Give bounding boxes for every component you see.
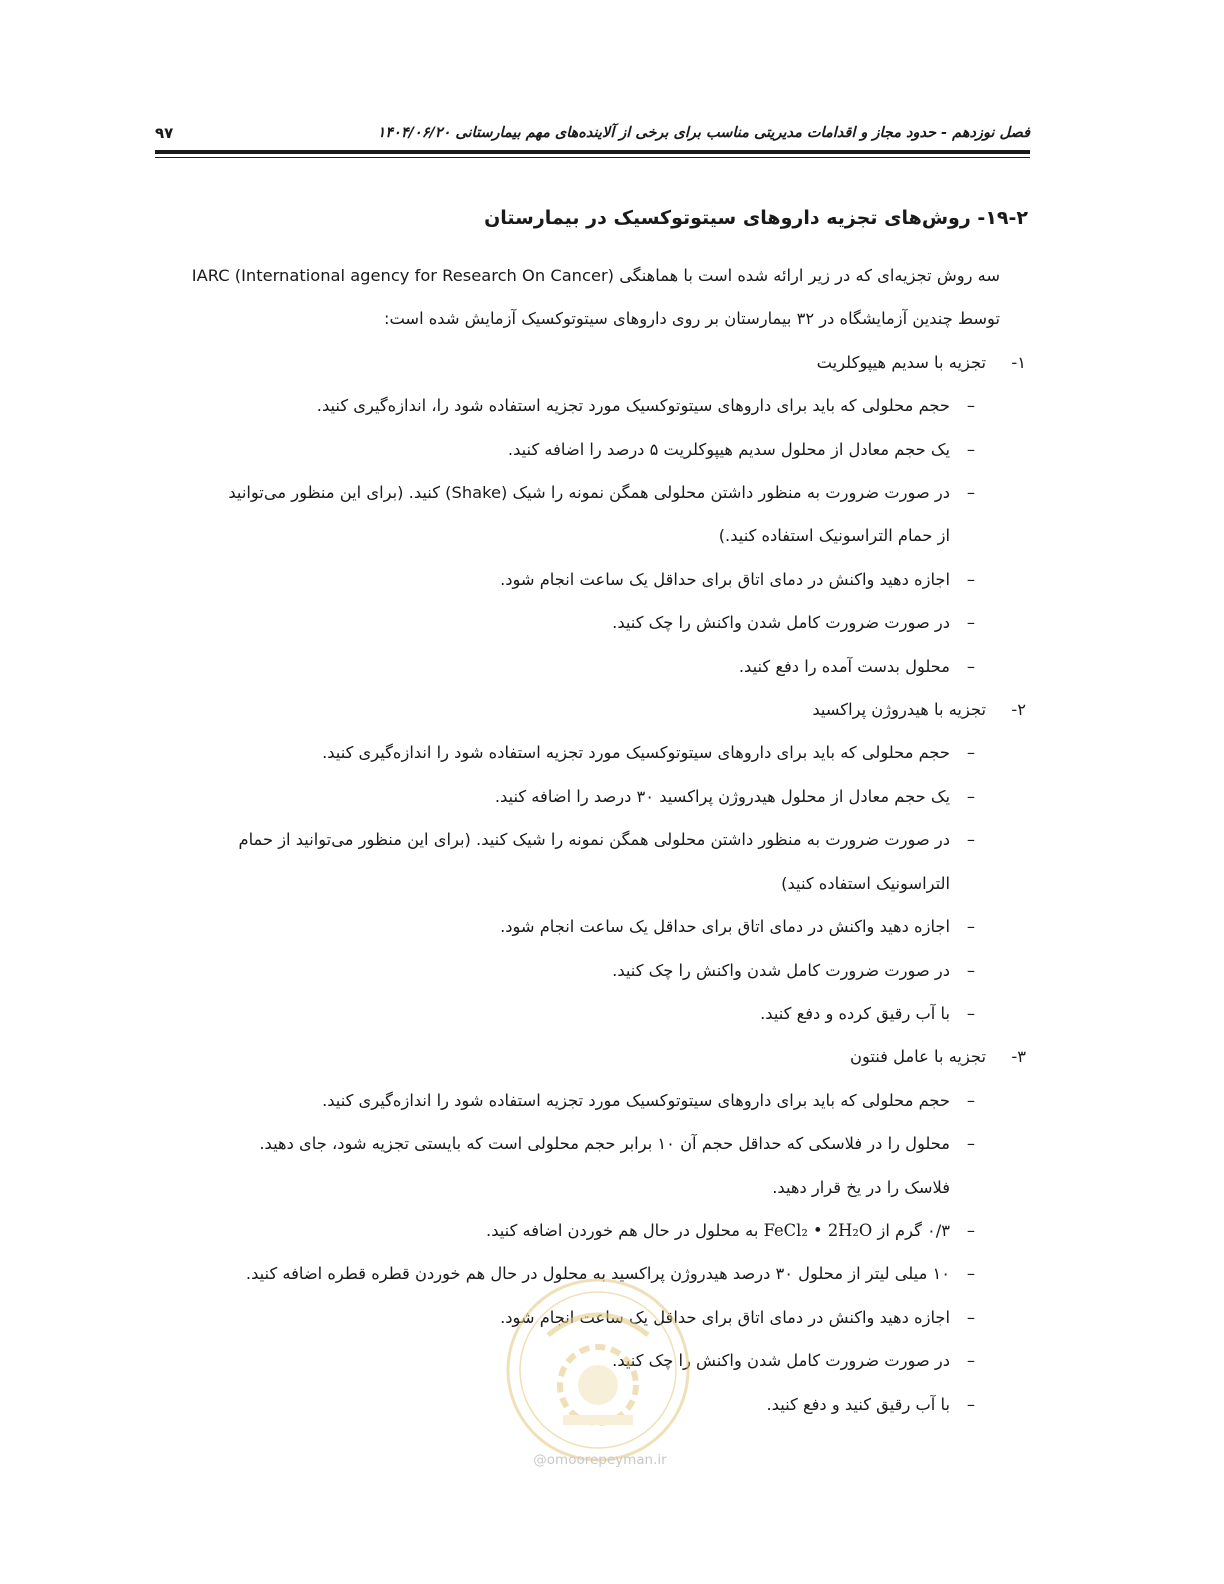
list-item: – یک حجم معادل از محلول هیدروژن پراکسید ۳۰ درصد را اضافه کنید.	[155, 775, 1030, 818]
dash-bullet: –	[966, 1394, 975, 1414]
dash-bullet: –	[966, 1307, 975, 1327]
running-header	[155, 120, 1030, 146]
dash-bullet: –	[966, 1264, 975, 1284]
header-rule-thick	[155, 150, 1030, 154]
dash-bullet: –	[966, 1351, 975, 1371]
dash-bullet: –	[966, 1003, 975, 1023]
method-number: ۲-	[1011, 700, 1026, 720]
section-heading: ۱۹-۲- روش‌های تجزیه داروهای سیتوتوکسیک در بیمارستان	[484, 207, 1028, 229]
list-item: – در صورت ضرورت کامل شدن واکنش را چک کنید.	[155, 601, 1030, 644]
list-item: – محلول را در فلاسکی که حداقل حجم آن ۱۰ برابر حجم محلولی است که بایستی تجزیه شود، جای دهید. فلاسک را در یخ قرار دهید.	[155, 1122, 1030, 1209]
dash-bullet: –	[966, 1090, 975, 1110]
intro-line: توسط چندین آزمایشگاه در ۳۲ بیمارستان بر روی داروهای سیتوتوکسیک آزمایش شده است:	[383, 309, 1000, 329]
list-item: – ۰/۳ گرم از FeCl₂ • 2H₂O به محلول در حال هم خوردن اضافه کنید.	[155, 1209, 1030, 1252]
watermark-logo-icon	[503, 1275, 693, 1465]
dash-bullet: –	[966, 656, 975, 676]
list-item: – با آب رقیق کنید و دفع کنید.	[155, 1383, 1030, 1426]
dash-bullet: –	[966, 1220, 975, 1240]
chemical-formula: FeCl₂ • 2H₂O	[763, 1220, 873, 1240]
method-number: ۱-	[1011, 352, 1026, 372]
list-item: – ۱۰ میلی لیتر از محلول ۳۰ درصد هیدروژن پراکسید به محلول در حال هم خوردن قطره قطره اضافه کنید.	[155, 1252, 1030, 1295]
list-item: – در صورت ضرورت به منظور داشتن محلولی همگن نمونه را شیک (Shake) کنید. (برای این منظور می‌توانید از حمام التراسونیک استفاده کنید.)	[155, 471, 1030, 558]
dash-bullet: –	[966, 483, 975, 503]
list-item: – در صورت ضرورت کامل شدن واکنش را چک کنید.	[155, 949, 1030, 992]
dash-bullet: –	[966, 569, 975, 589]
intro-line: سه روش تجزیه‌ای که در زیر ارائه شده است با هماهنگی IARC (International agency for Research On Cancer)	[191, 266, 1000, 285]
method-title: ۲- تجزیه با هیدروژن پراکسید	[155, 688, 1030, 731]
dash-bullet: –	[966, 830, 975, 850]
dash-bullet: –	[966, 743, 975, 763]
list-item: – در صورت ضرورت به منظور داشتن محلولی همگن نمونه را شیک کنید. (برای این منظور می‌توانید از حمام التراسونیک استفاده کنید)	[155, 818, 1030, 905]
method-number: ۳-	[1011, 1047, 1026, 1067]
list-item: – حجم محلولی که باید برای داروهای سیتوتوکسیک مورد تجزیه استفاده شود را اندازه‌گیری کنید.	[155, 1079, 1030, 1122]
dash-bullet: –	[966, 960, 975, 980]
dash-bullet: –	[966, 613, 975, 633]
dash-bullet: –	[966, 917, 975, 937]
list-item: – اجازه دهید واکنش در دمای اتاق برای حداقل یک ساعت انجام شود.	[155, 905, 1030, 948]
header-rule-thin	[155, 157, 1030, 158]
dash-bullet: –	[966, 439, 975, 459]
method-title: ۳- تجزیه با عامل فنتون	[155, 1035, 1030, 1078]
page-number: ۹۷	[155, 124, 174, 142]
list-item: – اجازه دهید واکنش در دمای اتاق برای حداقل یک ساعت انجام شود.	[155, 1296, 1030, 1339]
method-title: ۱- تجزیه با سدیم هیپوکلریت	[155, 341, 1030, 384]
list-item: – در صورت ضرورت کامل شدن واکنش را چک کنید.	[155, 1339, 1030, 1382]
list-item: – یک حجم معادل از محلول سدیم هیپوکلریت ۵ درصد را اضافه کنید.	[155, 428, 1030, 471]
section-body	[155, 254, 1030, 1426]
intro-paragraph	[155, 254, 1030, 341]
list-item: – محلول بدست آمده را دفع کنید.	[155, 645, 1030, 688]
watermark-text: @omoorepeyman.ir	[533, 1452, 667, 1468]
dash-bullet: –	[966, 396, 975, 416]
list-item: – حجم محلولی که باید برای داروهای سیتوتوکسیک مورد تجزیه استفاده شود را، اندازه‌گیری کنید.	[155, 384, 1030, 427]
list-item: – با آب رقیق کرده و دفع کنید.	[155, 992, 1030, 1035]
chapter-title: فصل نوزدهم - حدود مجاز و اقدامات مدیریتی مناسب برای برخی از آلاینده‌های مهم بیمارستانی ۱۴۰۴/۰۶/۲۰	[377, 125, 1030, 141]
dash-bullet: –	[966, 786, 975, 806]
list-item: – اجازه دهید واکنش در دمای اتاق برای حداقل یک ساعت انجام شود.	[155, 558, 1030, 601]
list-item: – حجم محلولی که باید برای داروهای سیتوتوکسیک مورد تجزیه استفاده شود را اندازه‌گیری کنید.	[155, 731, 1030, 774]
dash-bullet: –	[966, 1134, 975, 1154]
